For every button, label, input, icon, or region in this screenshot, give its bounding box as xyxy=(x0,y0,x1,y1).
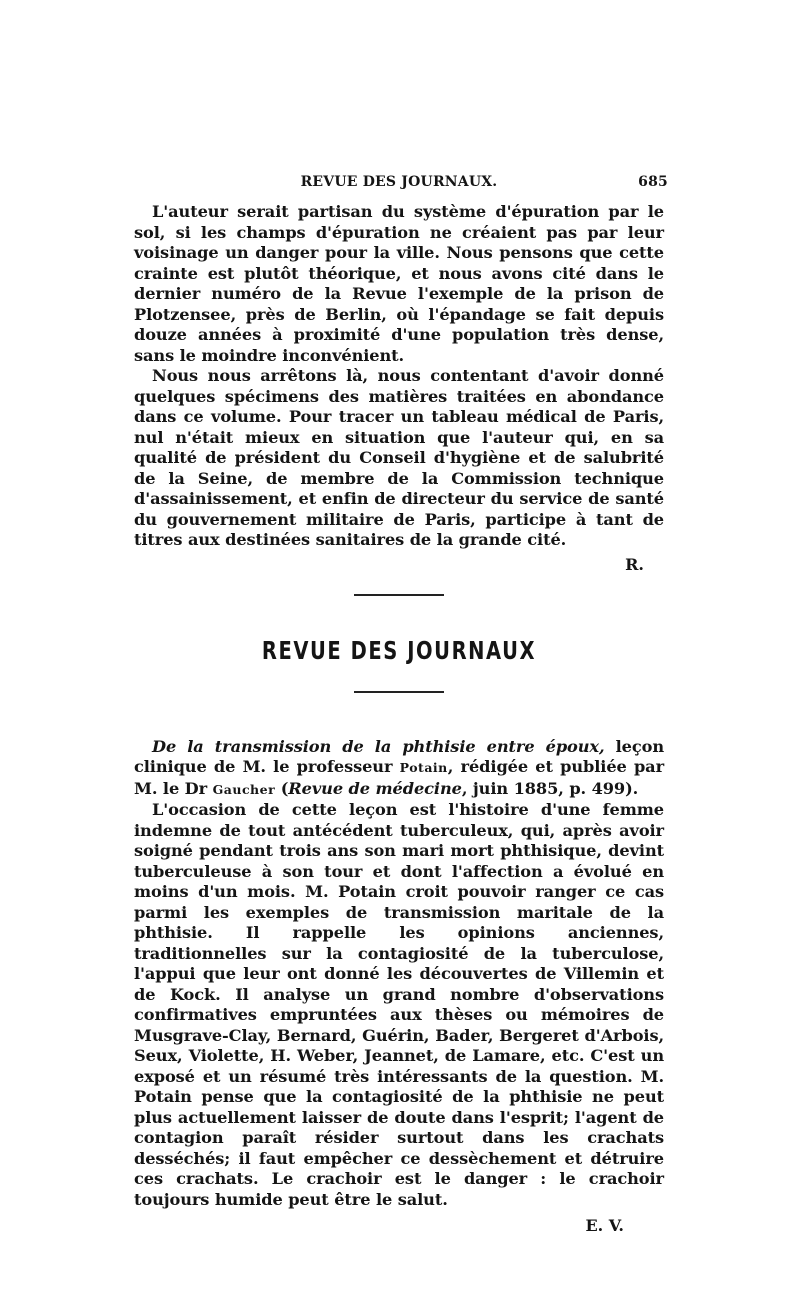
page xyxy=(134,174,668,1235)
article-body: L'occasion de cette leçon est l'histoire d'une femme indemne de tout antécédent tuberculeux, qui, après avoir soigné pendant trois ans son mari mort phthisique, devint tuberculeuse à son tour et dont l'affection a évolué en moins d'un mois. M. Potain croit pouvoir ranger ce cas parmi les exemples de transmission maritale de la phthisie. Il rappelle les opinions anciennes, traditionnelles sur la contagiosité de la tuberculose, l'appui que leur ont donné les découvertes de Villemin et de Kock. Il analyse un grand nombre d'observations confirmatives empruntées aux thèses ou mémoires de Musgrave-Clay, Bernard, Guérin, Bader, Bergeret d'Arbois, Seux, Violette, H. Weber, Jeannet, de Lamare, etc. C'est un exposé et un résumé très intéressants de la question. M. Potain pense que la contagiosité de la phthisie ne peut plus actuellement laisser de doute dans l'esprit; l'agent de contagion paraît résider surtout dans les crachats desséchés; il faut empêcher ce dessèchement et détruire ces crachats. Le crachoir est le danger : le crachoir toujours humide peut être le salut. xyxy=(134,800,664,1209)
article-title: De la transmission de la phthisie entre époux, xyxy=(152,736,605,756)
article-editor: Gaucher xyxy=(212,781,276,797)
article-signature: E. V. xyxy=(585,1216,624,1235)
article-author: Potain xyxy=(399,760,448,775)
page-number: 685 xyxy=(638,174,668,190)
article-journal: Revue de médecine xyxy=(288,778,462,798)
running-head-title: REVUE DES JOURNAUX. xyxy=(300,174,498,190)
section-title: REVUE DES JOURNAUX xyxy=(261,635,537,665)
section-divider-bottom xyxy=(354,691,444,693)
running-head xyxy=(134,174,668,202)
prev-article-paragraph-1: L'auteur serait partisan du système d'épuration par le sol, si les champs d'épuration ne créaient pas par leur voisinage un danger pour la ville. Nous pensons que cette crainte est plutôt théorique, et nous avons cité dans le dernier numéro de la Revue l'exemple de la prison de Plotzensee, près de Berlin, où l'épandage se fait depuis douze années à proximité d'une population très dense, sans le moindre inconvénient. xyxy=(134,202,664,365)
article-heading-text-4: , juin 1885, p. 499). xyxy=(461,778,639,798)
article-heading xyxy=(134,737,664,801)
prev-article-paragraph-2: Nous nous arrêtons là, nous contentant d'avoir donné quelques spécimens des matières traitées en abondance dans ce volume. Pour tracer un tableau médical de Paris, nul n'était mieux en situation que l'auteur qui, en sa qualité de président du Conseil d'hygiène et de salubrité de la Seine, de membre de la Commission technique d'assainissement, et enfin de directeur du service de santé du gouvernement militaire de Paris, participe à tant de titres aux destinées sanitaires de la grande cité. xyxy=(134,366,664,549)
section-divider-top xyxy=(354,594,444,596)
article-heading-text-3: ( xyxy=(275,778,289,798)
prev-article-signature: R. xyxy=(625,554,644,574)
article-heading-text-1: leçon clinique de M. le professeur xyxy=(134,736,664,776)
article-heading-text-2: , rédigée et publiée par M. le Dr xyxy=(134,757,665,798)
